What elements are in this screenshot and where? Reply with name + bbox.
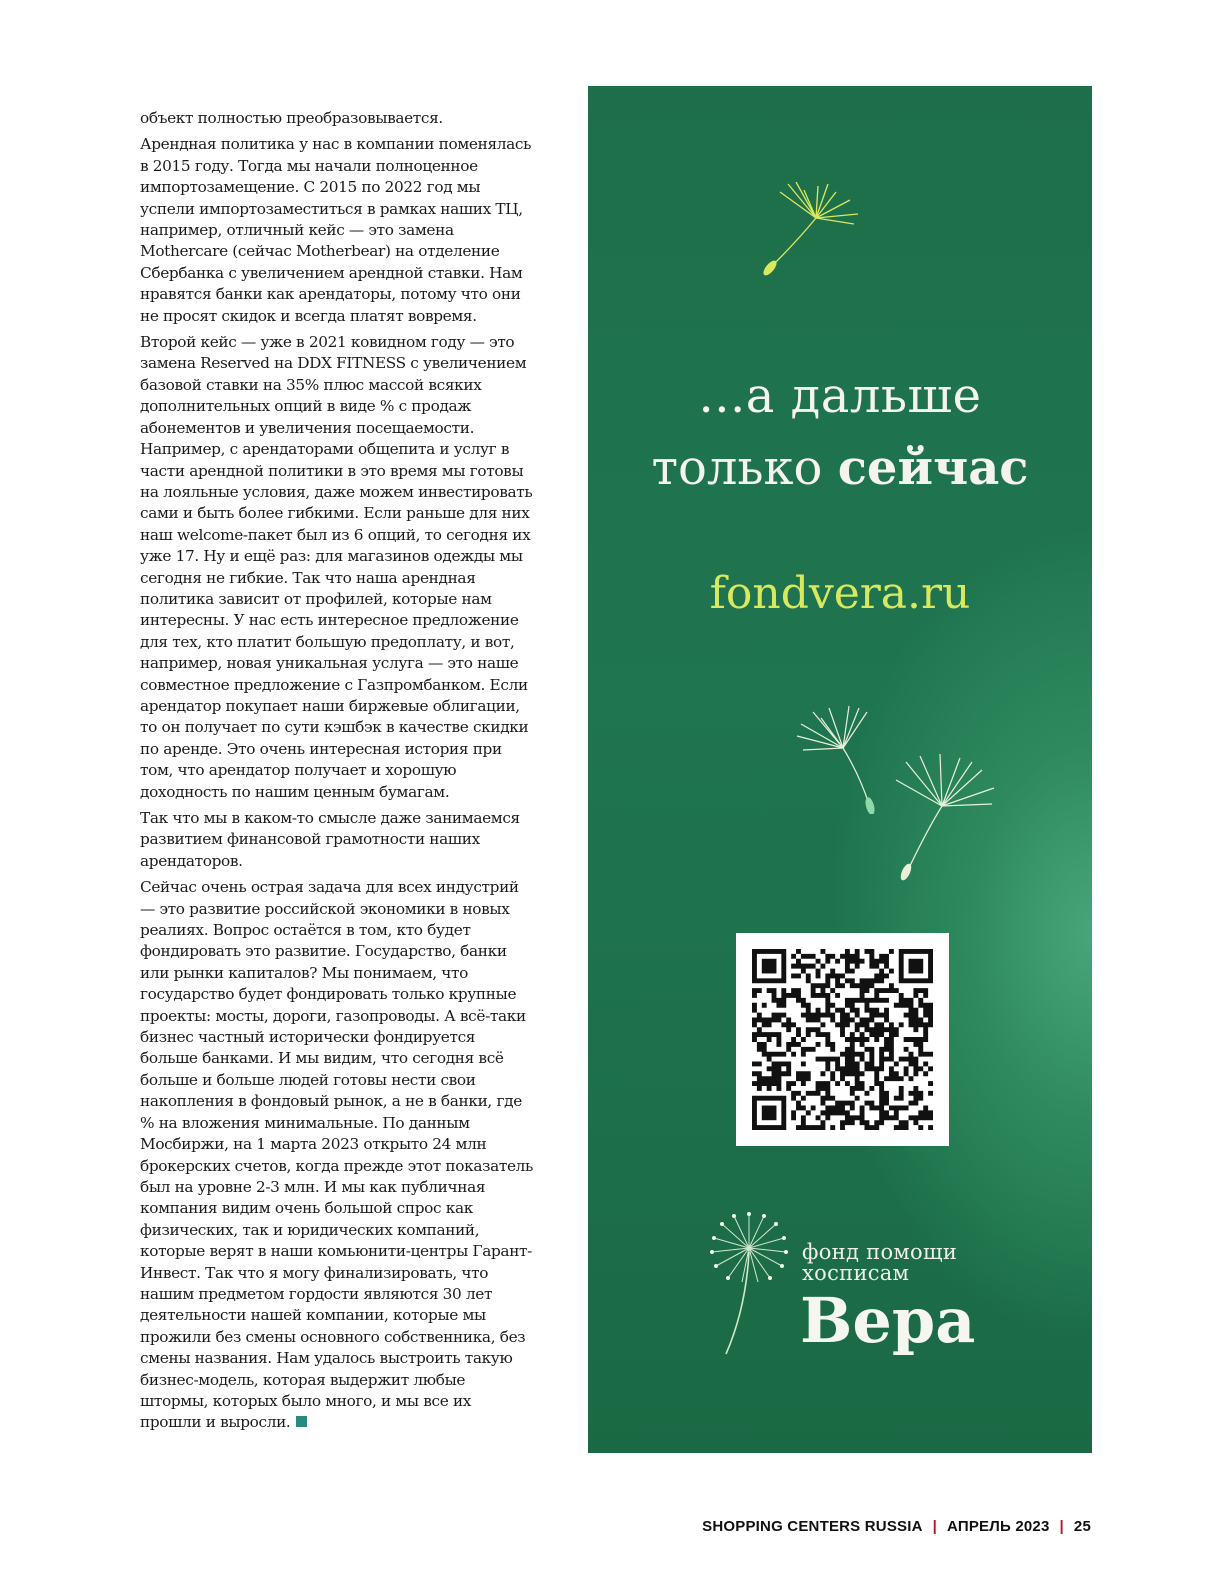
fondvera-advertisement [588, 86, 1092, 1453]
ad-headline-line1: ...а дальше [698, 368, 982, 424]
dandelion-seed-icon [793, 704, 893, 814]
article-paragraph: объект полностью преобразовывается. [140, 109, 443, 127]
article-paragraph-last [140, 877, 535, 1434]
dandelion-seed-icon [892, 752, 1002, 882]
ad-headline-bold: сейчас [837, 440, 1029, 496]
end-of-article-icon [296, 1416, 307, 1427]
magazine-title: SHOPPING CENTERS RUSSIA [702, 1518, 923, 1535]
footer-separator: | [1059, 1518, 1064, 1535]
article-paragraph: Так что мы в каком-то смысле даже занимаемся развитием финансовой грамотности наших арендаторов. [140, 809, 520, 870]
ad-headline-regular: только [651, 440, 838, 496]
logo-subtitle-line2: хосписам [802, 1261, 910, 1285]
article-column [140, 108, 535, 1439]
qr-code-icon [752, 949, 933, 1130]
vera-dandelion-logo-icon [704, 1208, 794, 1358]
article-paragraph-text: Сейчас очень острая задача для всех индустрий — это развитие российской экономики в новых реалиях. Вопрос остаётся в том, кто будет фондировать это развитие. Государство, банки или рынки капиталов? Мы понимаем, что государство будет фондировать только крупные проекты: мосты, дороги, газопроводы. А всё-таки бизнес частный исторически фондируется больше банками. И мы видим, что сегодня всё больше и больше людей готовы нести свои накопления в фондовый рынок, а не в банки, где % на вложения минимальные. По данным Мосбиржи, на 1 марта 2023 открыто 24 млн брокерских счетов, когда прежде этот показатель был на уровне 2-3 млн. И мы как публичная компания видим очень большой спрос как физических, так и юридических компаний, которые верят в наши комьюнити-центры Гарант-Инвест. Так что я могу финализировать, что нашим предметом гордости являются 30 лет деятельности нашей компании, которые мы прожили без смены основного собственника, без смены названия. Нам удалось выстроить такую бизнес-модель, которая выдержит любые штормы, которых было много, и мы все их прошли и выросли. [140, 878, 534, 1432]
article-paragraph: Арендная политика у нас в компании поменялась в 2015 году. Тогда мы начали полноценное импортозамещение. С 2015 по 2022 год мы успели импортозаместиться в рамках наших ТЦ, например, отличный кейс — это замена Mothercare (сейчас Motherbear) на отделение Сбербанка с увеличением арендной ставки. Нам нравятся банки как арендаторы, потому что они не просят скидок и всегда платят вовремя. [140, 135, 532, 325]
page-number: 25 [1073, 1518, 1091, 1535]
page-footer [702, 1518, 1091, 1535]
footer-separator: | [932, 1518, 938, 1535]
logo-subtitle [802, 1242, 957, 1284]
logo-subtitle-line1: фонд помощи [802, 1240, 958, 1264]
dandelion-seed-icon [758, 178, 868, 278]
qr-code[interactable] [736, 933, 949, 1146]
logo-name: Вера [800, 1284, 976, 1357]
article-paragraph: Второй кейс — уже в 2021 ковидном году — это замена Reserved на DDX FITNESS с увеличением базовой ставки на 35% плюс массой всяких дополнительных опций в виде % с продаж абонементов и увеличения посещаемости. Например, с арендаторами общепита и услуг в части арендной политики в это время мы готовы на лояльные условия, даже можем инвестировать сами и быть более гибкими. Если раньше для них наш welcome-пакет был из 6 опций, то сегодня их уже 17. Ну и ещё раз: для магазинов одежды мы сегодня не гибкие. Так что наша арендная политика зависит от профилей, которые нам интересны. У нас есть интересное предложение для тех, кто платит большую предоплату, и вот, например, новая уникальная услуга — это наше совместное предложение с Газпромбанком. Если арендатор покупает наши биржевые облигации, то он получает по сути кэшбэк в качестве скидки по аренде. Это очень интересная история при том, что арендатор получает и хорошую доходность по нашим ценным бумагам. [140, 333, 533, 801]
ad-website-link[interactable]: fondvera.ru [709, 568, 971, 619]
issue-date: АПРЕЛЬ 2023 [947, 1518, 1050, 1535]
ad-headline-line2 [588, 440, 1092, 496]
